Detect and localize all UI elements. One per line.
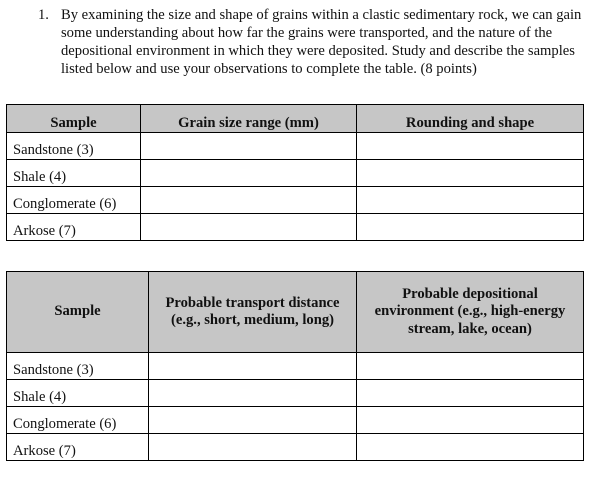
header-sample: Sample <box>7 272 149 353</box>
table-header-row <box>7 272 584 353</box>
rounding-cell[interactable] <box>357 214 584 241</box>
table-row <box>7 434 584 461</box>
sample-cell: Conglomerate (6) <box>7 187 141 214</box>
grain-size-cell[interactable] <box>141 133 357 160</box>
table-header-row <box>7 105 584 133</box>
distance-cell[interactable] <box>149 407 357 434</box>
rounding-cell[interactable] <box>357 133 584 160</box>
grain-size-cell[interactable] <box>141 160 357 187</box>
sample-cell: Sandstone (3) <box>7 133 141 160</box>
sample-cell: Arkose (7) <box>7 214 141 241</box>
environment-cell[interactable] <box>357 353 584 380</box>
question-block <box>38 6 594 78</box>
environment-cell[interactable] <box>357 434 584 461</box>
rounding-cell[interactable] <box>357 187 584 214</box>
header-transport-distance: Probable transport distance (e.g., short, medium, long) <box>149 272 357 353</box>
grain-size-cell[interactable] <box>141 214 357 241</box>
question-number: 1. <box>38 7 49 23</box>
table-row <box>7 407 584 434</box>
grain-size-table <box>6 104 584 241</box>
header-grain-size: Grain size range (mm) <box>141 105 357 133</box>
sample-cell: Shale (4) <box>7 160 141 187</box>
sample-cell: Conglomerate (6) <box>7 407 149 434</box>
environment-cell[interactable] <box>357 380 584 407</box>
table-row <box>7 214 584 241</box>
header-sample: Sample <box>7 105 141 133</box>
table-row <box>7 380 584 407</box>
grain-size-cell[interactable] <box>141 187 357 214</box>
sample-cell: Arkose (7) <box>7 434 149 461</box>
table-row <box>7 353 584 380</box>
distance-cell[interactable] <box>149 434 357 461</box>
header-depositional-environment: Probable depositional environment (e.g., high-energy stream, lake, ocean) <box>357 272 584 353</box>
transport-environment-table <box>6 271 584 461</box>
distance-cell[interactable] <box>149 380 357 407</box>
sample-cell: Shale (4) <box>7 380 149 407</box>
sample-cell: Sandstone (3) <box>7 353 149 380</box>
table-row <box>7 160 584 187</box>
table-row <box>7 133 584 160</box>
table-row <box>7 187 584 214</box>
rounding-cell[interactable] <box>357 160 584 187</box>
distance-cell[interactable] <box>149 353 357 380</box>
header-rounding: Rounding and shape <box>357 105 584 133</box>
question-text: By examining the size and shape of grains within a clastic sedimentary rock, we can gain some understanding about how far the grains were transported, and the nature of the depositional environment in which they were deposited. Study and describe the samples listed below and use your observations to complete the table. (8 points) <box>61 7 582 77</box>
environment-cell[interactable] <box>357 407 584 434</box>
